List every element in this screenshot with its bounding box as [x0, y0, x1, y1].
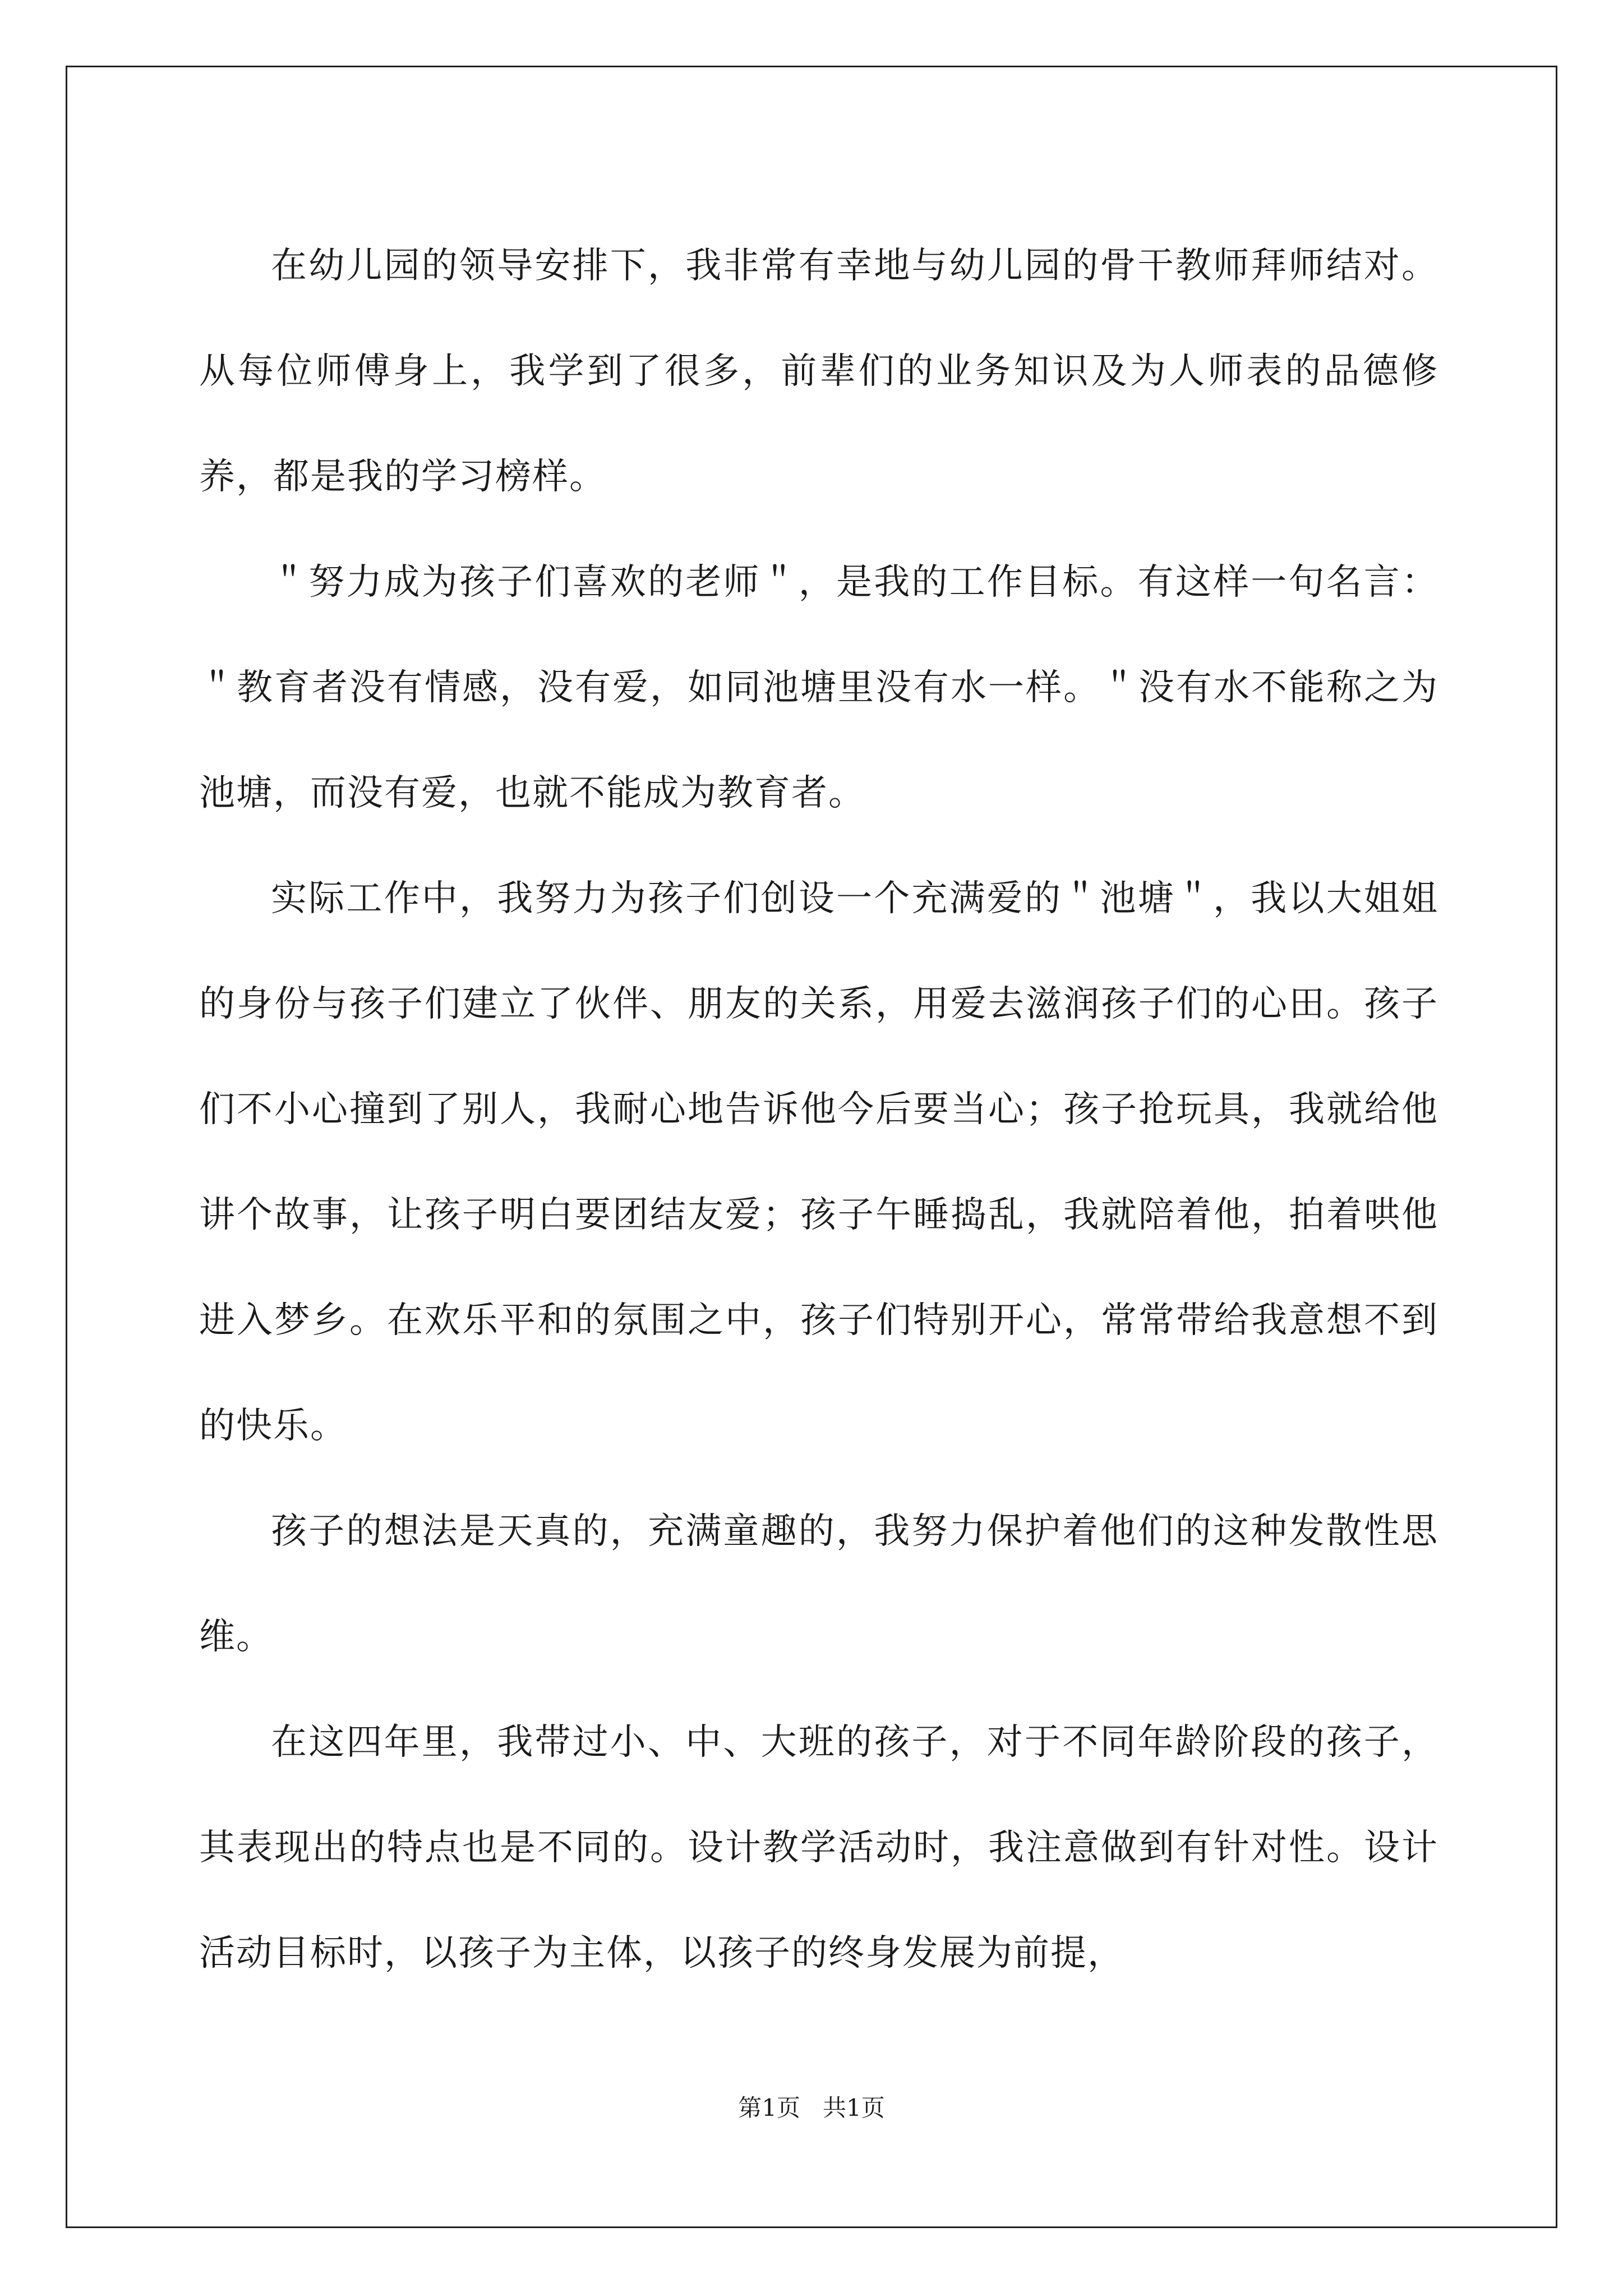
paragraph: 实际工作中，我努力为孩子们创设一个充满爱的＂池塘＂，我以大姐姐的身份与孩子们建立了伙伴、朋友的关系，用爱去滋润孩子们的心田。孩子们不小心撞到了别人，我耐心地告诉他今后要当心；孩子抢玩具，我就给他讲个故事，让孩子明白要团结友爱；孩子午睡捣乱，我就陪着他，拍着哄他进入梦乡。在欢乐平和的氛围之中，孩子们特别开心，常常带给我意想不到的快乐。	[199, 878, 1438, 1447]
paragraph: 孩子的想法是天真的，充满童趣的，我努力保护着他们的这种发散性思维。	[199, 1511, 1438, 1658]
paragraph: 在这四年里，我带过小、中、大班的孩子，对于不同年龄阶段的孩子，其表现出的特点也是不同的。设计教学活动时，我注意做到有针对性。设计活动目标时，以孩子为主体，以孩子的终身发展为前提，	[199, 1722, 1438, 1974]
page-number-footer: 第1页 共1页	[738, 2094, 885, 2122]
document-body	[199, 213, 1438, 2006]
paragraph: 在幼儿园的领导安排下，我非常有幸地与幼儿园的骨干教师拜师结对。从每位师傅身上，我学到了很多，前辈们的业务知识及为人师表的品德修养，都是我的学习榜样。	[199, 245, 1438, 498]
paragraph: ＂努力成为孩子们喜欢的老师＂，是我的工作目标。有这样一句名言：＂教育者没有情感，没有爱，如同池塘里没有水一样。＂没有水不能称之为池塘，而没有爱，也就不能成为教育者。	[199, 562, 1438, 814]
